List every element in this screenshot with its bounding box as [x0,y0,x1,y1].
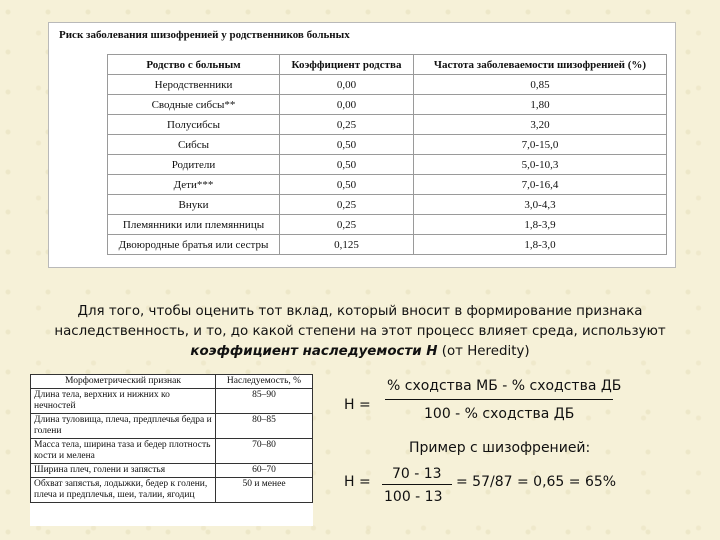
cell-heritability: 60–70 [216,464,313,478]
cell-trait: Масса тела, ширина таза и бедер плотность кости и мелена [31,439,216,464]
table-header-row [108,55,667,75]
table-row [108,155,667,175]
example-numerator: 70 - 13 [392,466,442,482]
cell-frequency: 0,85 [414,75,667,95]
table-row [108,195,667,215]
table-row [108,235,667,255]
cell-frequency: 7,0-16,4 [414,175,667,195]
paragraph-emphasis: коэффициент наследуемости Н [190,344,438,359]
cell-frequency: 3,0-4,3 [414,195,667,215]
example-denominator: 100 - 13 [384,489,443,505]
paragraph-line-2: наследственность, и то, до какой степени на этот процесс влияет среда, используют [54,324,666,339]
paragraph-line-1: Для того, чтобы оценить тот вклад, который вносит в формирование признака [77,304,643,319]
cell-coefficient: 0,125 [280,235,414,255]
morphometric-table [30,374,313,503]
traits-row [31,464,313,478]
cell-coefficient: 0,25 [280,115,414,135]
cell-trait: Длина туловища, плеча, предплечья бедра и голени [31,414,216,439]
paragraph-tail: (от Heredity) [437,344,530,359]
header-frequency: Частота заболеваемости шизофренией (%) [414,55,667,75]
cell-coefficient: 0,00 [280,95,414,115]
cell-coefficient: 0,50 [280,175,414,195]
cell-heritability: 80–85 [216,414,313,439]
cell-kinship: Полусибсы [108,115,280,135]
cell-coefficient: 0,25 [280,195,414,215]
traits-row [31,414,313,439]
cell-trait: Длина тела, верхних и нижних ко нечностей [31,389,216,414]
morphometric-panel [30,374,313,526]
cell-coefficient: 0,50 [280,155,414,175]
table-row [108,115,667,135]
cell-coefficient: 0,00 [280,75,414,95]
formula-fraction-line [385,399,613,400]
cell-kinship: Двоюродные братья или сестры [108,235,280,255]
kinship-risk-table [107,54,667,255]
heritability-paragraph [30,302,690,362]
cell-kinship: Племянники или племянницы [108,215,280,235]
cell-kinship: Дети*** [108,175,280,195]
header-kinship: Родство с больным [108,55,280,75]
example-result: = 57/87 = 0,65 = 65% [456,474,617,490]
cell-kinship: Внуки [108,195,280,215]
cell-trait: Обхват запястья, лодыжки, бедер к голени, плеча и предплечья, шеи, талии, ягодиц [31,478,216,503]
cell-frequency: 1,80 [414,95,667,115]
cell-trait: Ширина плеч, голени и запястья [31,464,216,478]
cell-kinship: Неродственники [108,75,280,95]
cell-frequency: 3,20 [414,115,667,135]
traits-row [31,439,313,464]
cell-kinship: Сибсы [108,135,280,155]
traits-row [31,478,313,503]
cell-frequency: 1,8-3,0 [414,235,667,255]
traits-header-row [31,375,313,389]
cell-frequency: 5,0-10,3 [414,155,667,175]
formula-lhs: Н = [344,397,371,413]
example-title: Пример с шизофренией: [409,440,591,456]
table-row [108,215,667,235]
table-caption: Риск заболевания шизофренией у родственников больных [59,29,350,41]
schizophrenia-risk-panel [48,22,676,268]
formula-numerator: % сходства МБ - % сходства ДБ [387,378,622,394]
example-lhs: Н = [344,474,371,490]
cell-frequency: 1,8-3,9 [414,215,667,235]
cell-heritability: 70–80 [216,439,313,464]
cell-coefficient: 0,25 [280,215,414,235]
header-coefficient: Коэффициент родства [280,55,414,75]
cell-heritability: 85–90 [216,389,313,414]
table-row [108,95,667,115]
cell-frequency: 7,0-15,0 [414,135,667,155]
cell-heritability: 50 и менее [216,478,313,503]
table-row [108,75,667,95]
example-fraction-line [382,484,452,485]
cell-kinship: Родители [108,155,280,175]
traits-row [31,389,313,414]
table-row [108,175,667,195]
formula-denominator: 100 - % сходства ДБ [424,406,575,422]
cell-kinship: Сводные сибсы** [108,95,280,115]
cell-coefficient: 0,50 [280,135,414,155]
table-row [108,135,667,155]
header-heritability: Наследуемость, % [216,375,313,389]
header-trait: Морфометрический признак [31,375,216,389]
